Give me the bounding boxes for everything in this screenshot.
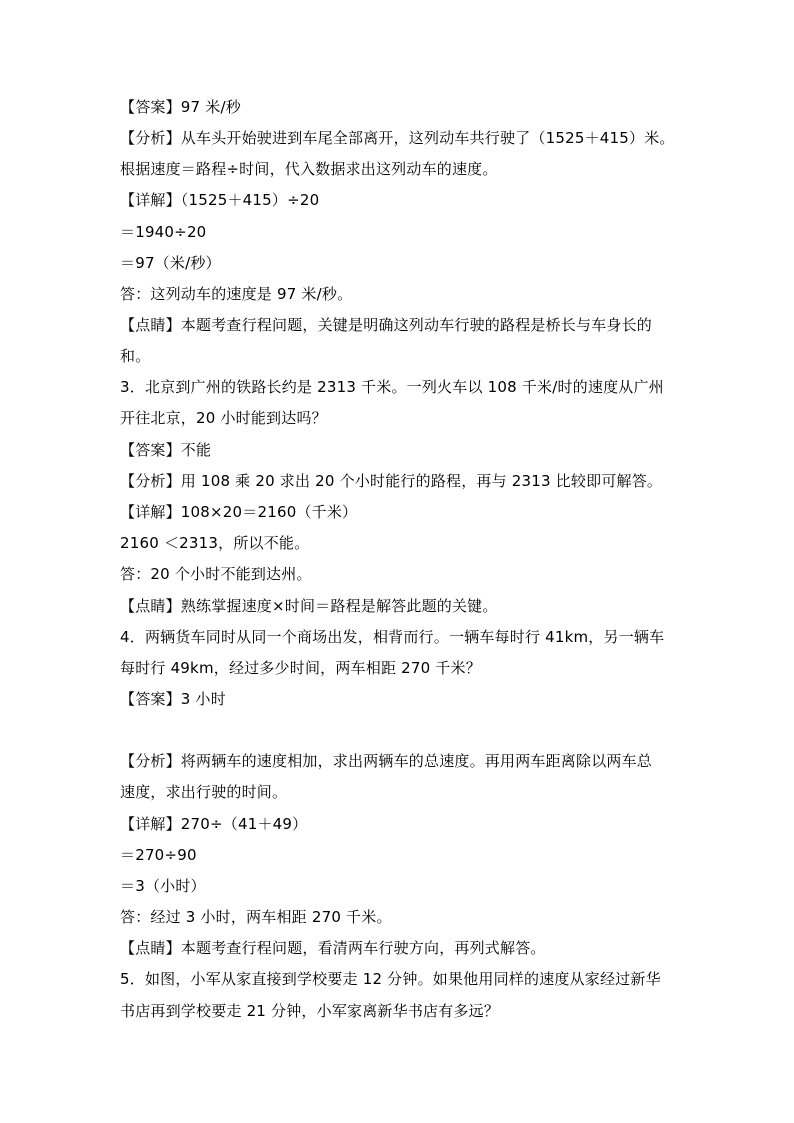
reply-line: 答：经过 3 小时，两车相距 270 千米。 — [120, 908, 392, 926]
analysis-line: 根据速度＝路程÷时间，代入数据求出这列动车的速度。 — [120, 160, 498, 178]
analysis-line: 【分析】从车头开始驶进到车尾全部离开，这列动车共行驶了（1525＋415）米。 — [120, 129, 675, 147]
solution-line: ＝97（米/秒） — [120, 254, 221, 272]
commentary-line: 和。 — [120, 347, 151, 365]
commentary-line: 【点睛】熟练掌握速度×时间＝路程是解答此题的关键。 — [120, 597, 498, 615]
analysis-line: 【分析】用 108 乘 20 求出 20 个小时能行的路程，再与 2313 比较即可解答。 — [120, 472, 663, 490]
solution-line: ＝3（小时） — [120, 877, 206, 895]
analysis-line: 【分析】将两辆车的速度相加，求出两辆车的总速度。再用两车距离除以两车总 — [120, 752, 653, 770]
answer-line: 【答案】97 米/秒 — [120, 98, 241, 116]
solution-line: 【详解】（1525＋415）÷20 — [120, 191, 320, 209]
solution-line: ＝1940÷20 — [120, 223, 207, 241]
answer-line: 【答案】3 小时 — [120, 690, 226, 708]
question-3-line: 开往北京，20 小时能到达吗？ — [120, 409, 327, 427]
reply-line: 答：这列动车的速度是 97 米/秒。 — [120, 285, 353, 303]
solution-line: 【详解】108×20＝2160（千米） — [120, 503, 358, 521]
commentary-line: 【点睛】本题考查行程问题，关键是明确这列动车行驶的路程是桥长与车身长的 — [120, 316, 653, 334]
question-3-line: 3．北京到广州的铁路长约是 2313 千米。一列火车以 108 千米/时的速度从广州 — [120, 378, 664, 396]
analysis-line: 速度，求出行驶的时间。 — [120, 783, 288, 801]
solution-line: 2160 ＜2313，所以不能。 — [120, 534, 310, 552]
question-4-line: 4．两辆货车同时从同一个商场出发，相背而行。一辆车每时行 41km，另一辆车 — [120, 628, 665, 646]
reply-line: 答：20 个小时不能到达州。 — [120, 565, 312, 583]
commentary-line: 【点睛】本题考查行程问题，看清两车行驶方向，再列式解答。 — [120, 939, 546, 957]
question-5-line: 5．如图，小军从家直接到学校要走 12 分钟。如果他用同样的速度从家经过新华 — [120, 970, 661, 988]
question-5-line: 书店再到学校要走 21 分钟，小军家离新华书店有多远？ — [120, 1002, 500, 1020]
answer-line: 【答案】不能 — [120, 441, 212, 459]
solution-line: 【详解】270÷（41＋49） — [120, 815, 308, 833]
question-4-line: 每时行 49km，经过多少时间，两车相距 270 千米？ — [120, 659, 481, 677]
solution-line: ＝270÷90 — [120, 846, 197, 864]
